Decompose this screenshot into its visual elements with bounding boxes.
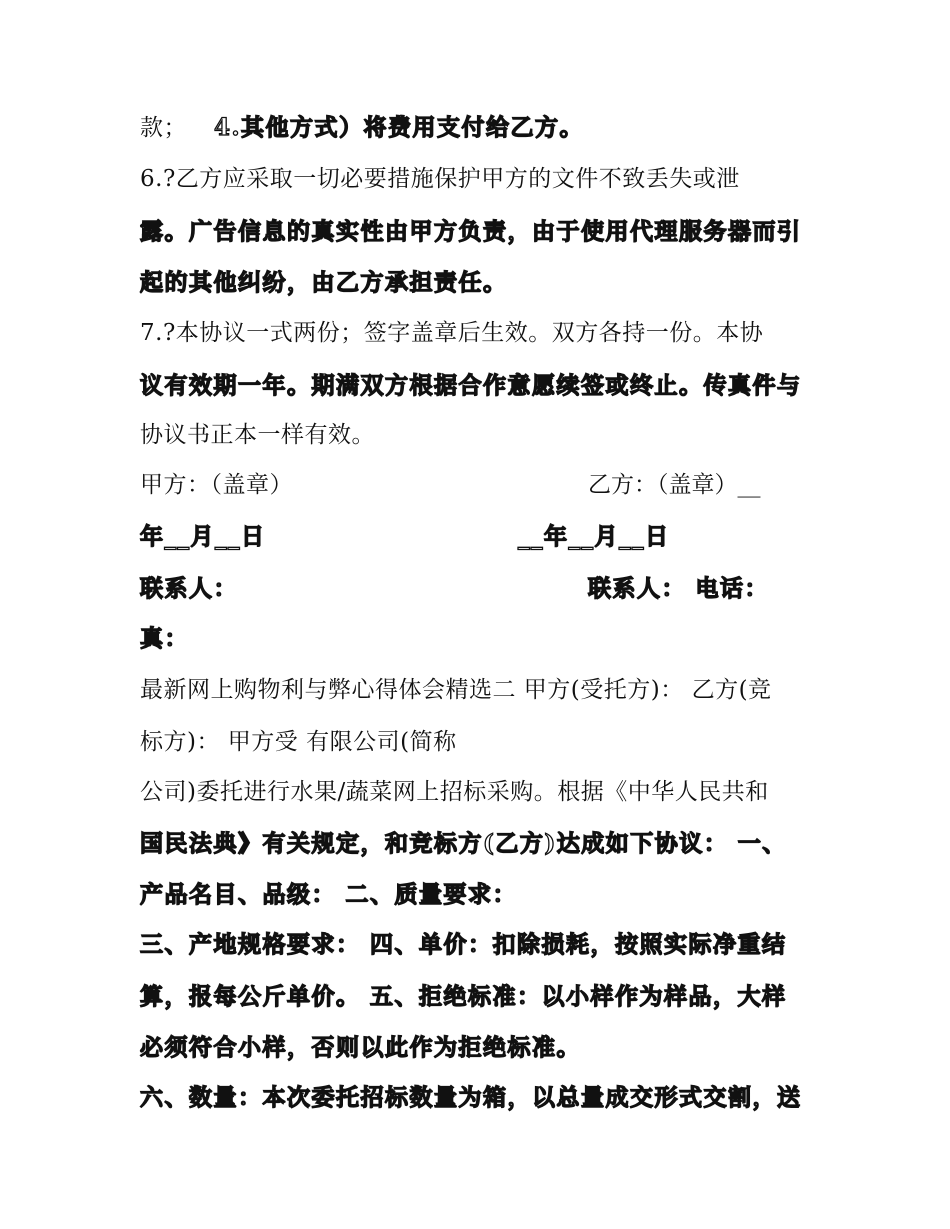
- text-line-15: 国民法典》有关规定，和竞标方(乙方)达成如下协议： 一、: [140, 830, 787, 857]
- text-line-1b: [214, 113, 584, 143]
- party-a-contact: 联系人：: [140, 575, 238, 602]
- text-line-11: 真：: [140, 625, 189, 652]
- text-line-13: 标方)： 甲方受 有限公司(简称: [140, 729, 457, 755]
- text-line-6: 议有效期一年。期满双方根据合作意愿续签或终止。传真件与: [140, 372, 802, 399]
- text-fragment: 款；: [140, 115, 187, 141]
- text-line-2: 6.?乙方应采取一切必要措施保护甲方的文件不致丢失或泄: [140, 166, 740, 192]
- text-line-14: 公司)委托进行水果/蔬菜网上招标采购。根据《中华人民共和: [140, 779, 769, 805]
- text-fragment: 4.其他方式）将费用支付给乙方。: [214, 114, 585, 141]
- text-line-19: 必须符合小样，否则以此作为拒绝标准。: [140, 1034, 581, 1061]
- party-b-contact: 联系人： 电话：: [588, 575, 770, 602]
- text-line-20: 六、数量：本次委托招标数量为箱，以总量成交形式交割，送: [140, 1084, 802, 1111]
- party-b-seal: 乙方：（盖章）__: [588, 472, 761, 498]
- section-heading: 最新网上购物利与弊心得体会精选二 甲方(受托方)： 乙方(竞: [140, 677, 772, 703]
- text-line-16: 产品名目、品级： 二、质量要求：: [140, 881, 518, 908]
- text-line-5: 7.?本协议一式两份；签字盖章后生效。双方各持一份。本协: [140, 320, 764, 346]
- party-b-date: __年__月__日: [518, 523, 670, 550]
- text-line-18: 算，报每公斤单价。 五、拒绝标准：以小样作为样品，大样: [140, 983, 787, 1010]
- text-line-3: 露。广告信息的真实性由甲方负责，由于使用代理服务器而引: [140, 218, 802, 245]
- party-a-seal: 甲方：（盖章）: [140, 472, 293, 498]
- text-line-1: [140, 113, 187, 143]
- text-line-17: 三、产地规格要求： 四、单价：扣除损耗，按照实际净重结: [140, 931, 787, 958]
- party-a-date: 年__月__日: [140, 523, 266, 550]
- text-line-7: 协议书正本一样有效。: [140, 422, 375, 448]
- text-line-4: 起的其他纠纷，由乙方承担责任。: [140, 269, 508, 296]
